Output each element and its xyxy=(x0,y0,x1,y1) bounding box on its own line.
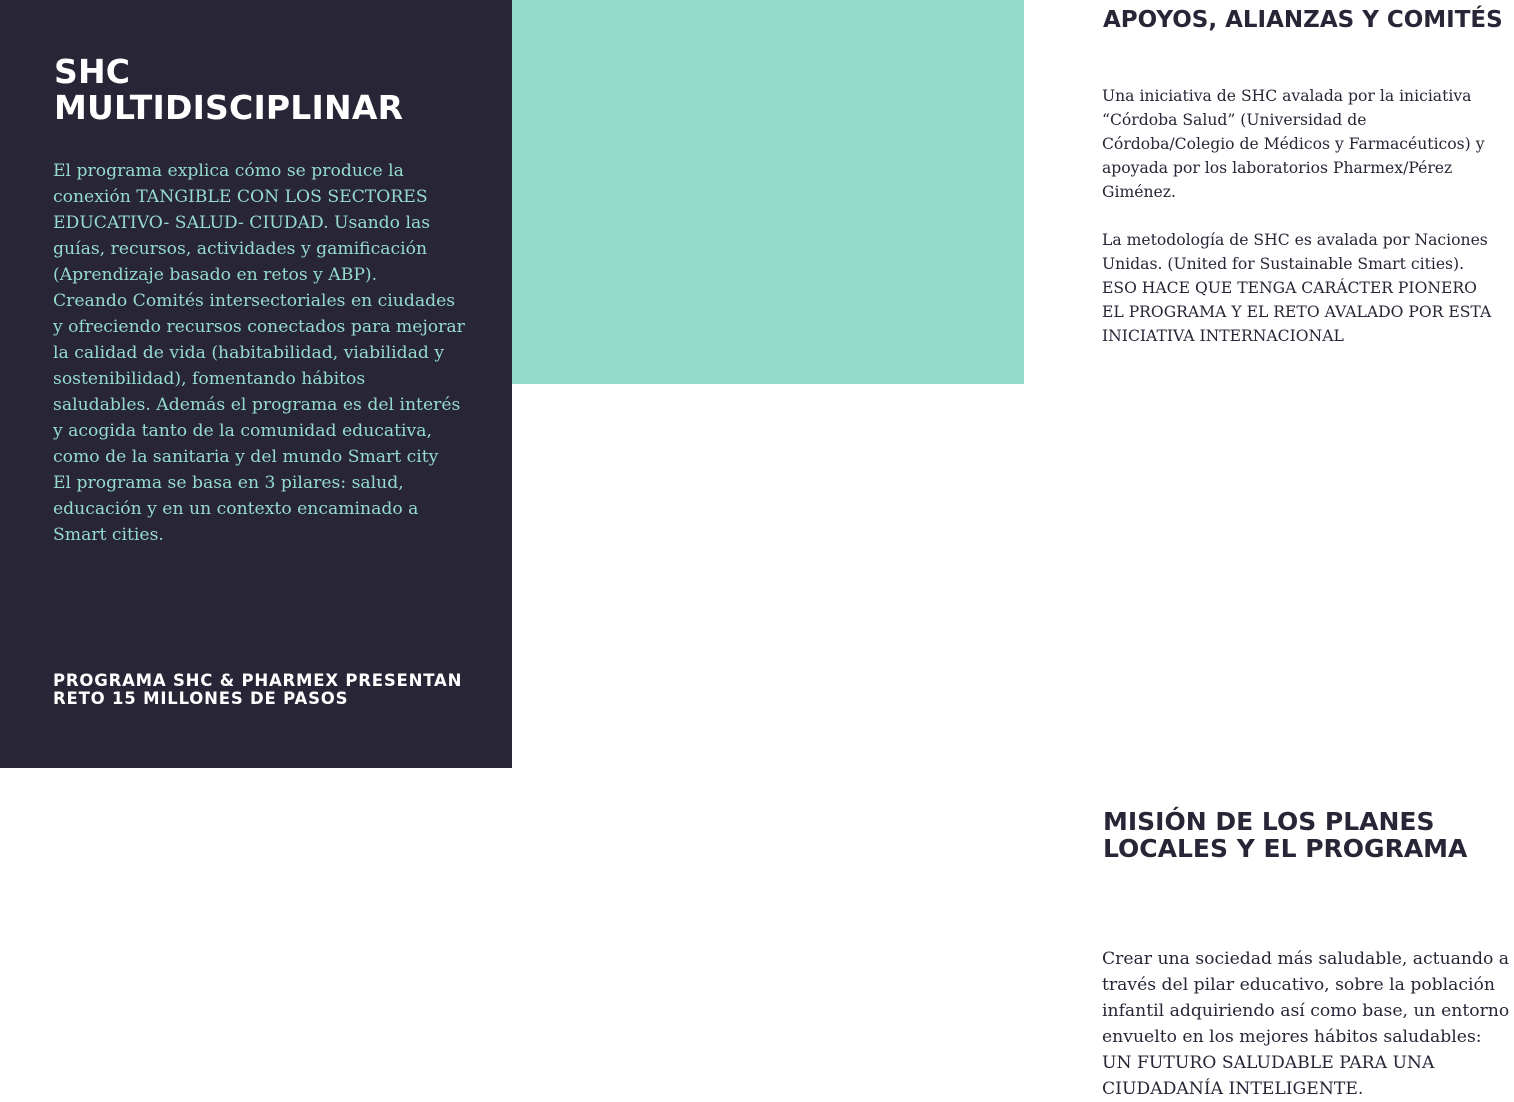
left-panel xyxy=(0,0,512,768)
mision-section-title: MISIÓN DE LOS PLANES LOCALES Y EL PROGRAMA xyxy=(1103,807,1468,863)
apoyos-section-body xyxy=(1102,84,1502,348)
apoyos-paragraph-1: Una iniciativa de SHC avalada por la iniciativa “Córdoba Salud” (Universidad de Córdoba/Colegio de Médicos y Farmacéuticos) y apoyada por los laboratorios Pharmex/Pérez Giménez. xyxy=(1102,87,1485,201)
left-section-title: SHC MULTIDISCIPLINAR xyxy=(54,52,404,127)
left-section-body xyxy=(53,158,465,548)
right-top-panel xyxy=(512,0,1503,384)
left-body-paragraph-2: Creando Comités intersectoriales en ciudades y ofreciendo recursos conectados para mejorar la calidad de vida (habitabilidad, viabilidad y sostenibilidad), fomentando hábitos saludables. Además el programa es del interés y acogida tanto de la comunidad educativa, como de la sanitaria y del mundo Smart city xyxy=(53,291,465,467)
left-footer-title: PROGRAMA SHC & PHARMEX PRESENTAN RETO 15 MILLONES DE PASOS xyxy=(53,671,463,708)
left-body-paragraph-1: El programa explica cómo se produce la conexión TANGIBLE CON LOS SECTORES EDUCATIVO- SALUD- CIUDAD. Usando las guías, recursos, actividades y gamificación (Aprendizaje basado en retos y ABP). xyxy=(53,161,431,285)
apoyos-paragraph-2: La metodología de SHC es avalada por Naciones Unidas. (United for Sustainable Smart cities). ESO HACE QUE TENGA CARÁCTER PIONERO EL PROGRAMA Y EL RETO AVALADO POR ESTA INICIATIVA INTERNACIONAL xyxy=(1102,231,1492,345)
mision-paragraph: Crear una sociedad más saludable, actuando a través del pilar educativo, sobre la población infantil adquiriendo así como base, un entorno envuelto en los mejores hábitos saludables: UN FUTURO SALUDABLE PARA UNA CIUDADANÍA INTELIGENTE. xyxy=(1102,949,1510,1099)
left-body-paragraph-3: El programa se basa en 3 pilares: salud, educación y en un contexto encaminado a Smart cities. xyxy=(53,473,419,545)
right-bottom-panel xyxy=(512,384,1510,1099)
apoyos-section-title: APOYOS, ALIANZAS Y COMITÉS xyxy=(1103,7,1503,33)
mision-section-body xyxy=(1102,946,1514,1102)
